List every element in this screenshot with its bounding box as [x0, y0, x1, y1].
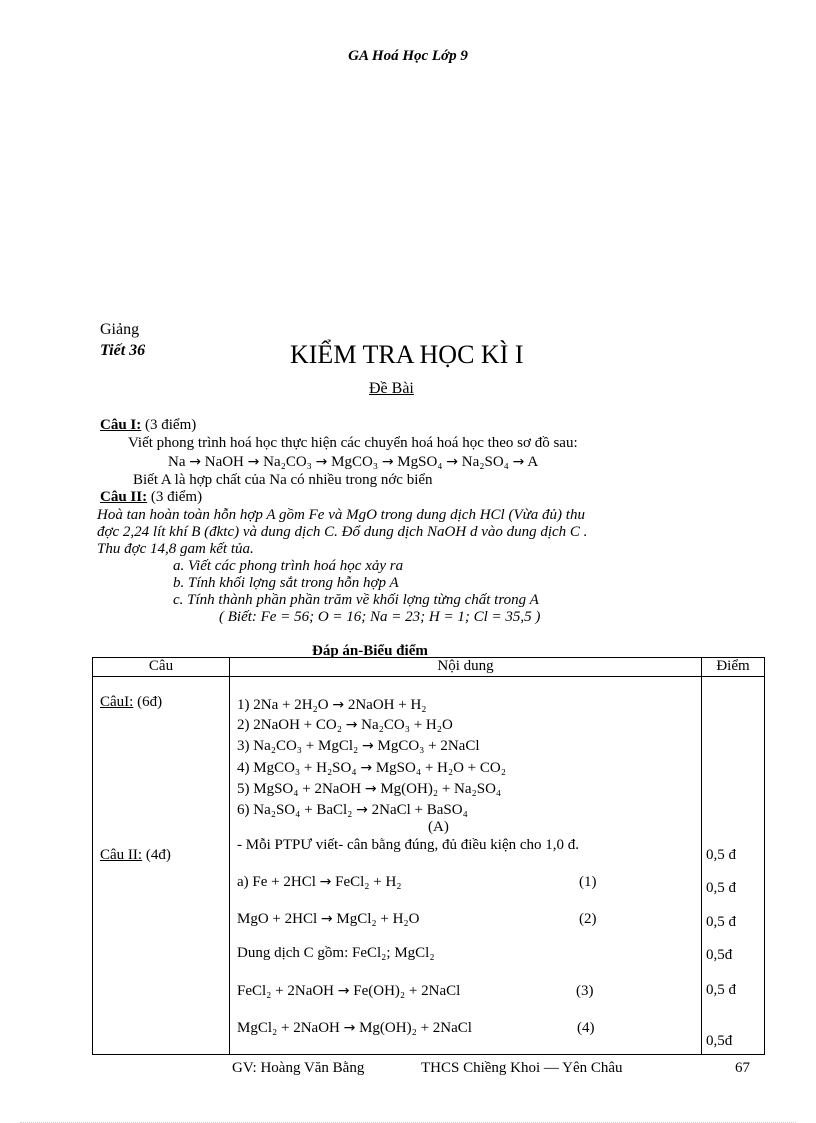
- giang-label: Giảng: [100, 321, 140, 338]
- footer-school: THCS Chiềng Khoi — Yên Châu: [421, 1060, 623, 1076]
- question2-line2: đợc 2,24 lít khí B (đktc) và dung dịch C. Đổ dung dịch NaOH d vào dung dịch C .: [97, 524, 588, 540]
- lesson-number: Tiết 36: [100, 342, 146, 359]
- equation-2: [237, 717, 453, 734]
- chain-arrow-3: →: [315, 454, 328, 470]
- col-header-diem: Điểm: [702, 658, 765, 677]
- reaction-4: [237, 1020, 472, 1037]
- cau1-label: CâuI:: [100, 694, 134, 710]
- col-header-cau: Câu: [93, 658, 230, 677]
- cau2-cell: [100, 847, 171, 864]
- chain-species-7: A: [527, 454, 539, 470]
- equation-1-lhs: 2Na + 2H₂O: [253, 697, 329, 713]
- solution-c-text: Dung dịch C gồm: FeCl₂; MgCl₂: [237, 945, 435, 961]
- equation-3: [237, 738, 480, 755]
- equation-6-arrow: →: [356, 802, 368, 818]
- equation-1: [237, 697, 427, 714]
- cau2-label: Câu II:: [100, 847, 143, 863]
- chain-species-2: NaOH: [204, 454, 244, 470]
- reaction-4-number: (4): [577, 1020, 595, 1036]
- reaction-3: [237, 983, 460, 1000]
- chain-arrow-2: →: [247, 454, 260, 470]
- points-4: 0,5đ: [706, 947, 733, 963]
- reaction-1-lhs: a) Fe + 2HCl: [237, 874, 316, 890]
- question2-part-b: b. Tính khối lợng sắt trong hỗn hợp A: [173, 575, 399, 591]
- points-1: 0,5 đ: [706, 847, 736, 863]
- chain-arrow-4: →: [381, 454, 394, 470]
- question1-line3: Biết A là hợp chất của Na có nhiều trong nớc biển: [133, 472, 433, 488]
- equation-3-arrow: →: [362, 738, 374, 754]
- question1-chain: [168, 454, 538, 471]
- reaction-4-arrow: →: [343, 1020, 356, 1036]
- reaction-3-number: (3): [576, 983, 594, 999]
- footer-teacher: GV: Hoàng Văn Bằng: [232, 1060, 365, 1076]
- equation-4: [237, 760, 506, 777]
- cau-column: [93, 677, 230, 1055]
- equation-4-number: 4): [237, 760, 250, 776]
- equation-5-number: 5): [237, 781, 250, 797]
- chain-species-1: Na: [168, 454, 186, 470]
- question1-line1: Viết phong trình hoá học thực hiện các chuyển hoá hoá học theo sơ đồ sau:: [128, 435, 578, 451]
- equation-5: [237, 781, 501, 798]
- question2-label: Câu II:: [100, 489, 148, 505]
- equation-5-arrow: →: [364, 781, 377, 797]
- chain-species-5: MgSO₄: [397, 454, 443, 470]
- chain-species-6: Na₂SO₄: [461, 454, 509, 470]
- question1-heading: [100, 417, 196, 434]
- equation-4-lhs: MgCO₃ + H₂SO₄: [253, 760, 357, 776]
- reaction-4-lhs: MgCl₂ + 2NaOH: [237, 1020, 340, 1036]
- reaction-2-arrow: →: [320, 911, 333, 927]
- equation-3-rhs: MgCO₃ + 2NaCl: [377, 738, 480, 754]
- reaction-2-number: (2): [579, 911, 597, 927]
- chain-arrow-1: →: [189, 454, 201, 470]
- equation-6-lhs: Na₂SO₄ + BaCl₂: [253, 802, 353, 818]
- equation-2-number: 2): [237, 717, 250, 733]
- question1-label: Câu I:: [100, 417, 142, 433]
- equation-6: [237, 802, 468, 819]
- points-6: 0,5đ: [706, 1033, 733, 1049]
- question2-line1: Hoà tan hoàn toàn hỗn hợp A gồm Fe và MgO trong dung dịch HCl (Vừa đủ) thu: [97, 507, 585, 523]
- equation-1-number: 1): [237, 697, 250, 713]
- chain-species-3: Na₂CO₃: [263, 454, 312, 470]
- reaction-3-arrow: →: [337, 983, 350, 999]
- equation-6-number: 6): [237, 802, 250, 818]
- equation-3-lhs: Na₂CO₃ + MgCl₂: [253, 738, 359, 754]
- points-2: 0,5 đ: [706, 880, 736, 896]
- page-number: 67: [735, 1060, 750, 1076]
- reaction-1-arrow: →: [319, 874, 332, 890]
- reaction-3-lhs: FeCl₂ + 2NaOH: [237, 983, 335, 999]
- equation-2-rhs: Na₂CO₃ + H₂O: [361, 717, 453, 733]
- reaction-2: [237, 911, 419, 928]
- reaction-1: [237, 874, 402, 891]
- equation-4-arrow: →: [360, 760, 373, 776]
- chain-arrow-5: →: [446, 454, 459, 470]
- page-title: KIỂM TRA HỌC KÌ I: [290, 340, 524, 369]
- page-subtitle: Đề Bài: [369, 380, 414, 397]
- question2-heading: [100, 489, 202, 506]
- answers-title: Đáp án-Biểu điểm: [312, 643, 428, 659]
- reaction-2-lhs: MgO + 2HCl: [237, 911, 318, 927]
- question2-given: ( Biết: Fe = 56; O = 16; Na = 23; H = 1; Cl = 35,5 ): [219, 609, 541, 625]
- equation-5-rhs: Mg(OH)₂ + Na₂SO₄: [380, 781, 502, 797]
- cau1-points: (6đ): [133, 694, 163, 710]
- cau1-cell: [100, 694, 162, 711]
- equation-2-arrow: →: [345, 717, 358, 733]
- points-5: 0,5 đ: [706, 982, 736, 998]
- chain-species-4: MgCO₃: [331, 454, 379, 470]
- reaction-3-rhs: Fe(OH)₂ + 2NaCl: [353, 983, 461, 999]
- question2-line3: Thu đợc 14,8 gam kết tủa.: [97, 541, 254, 557]
- question2-part-c: c. Tính thành phần phần trăm về khối lợng từng chất trong A: [173, 592, 539, 608]
- col-header-noidung: Nội dung: [230, 658, 702, 677]
- equation-2-lhs: 2NaOH + CO₂: [253, 717, 342, 733]
- scoring-note: - Mỗi PTPƯ viết- cân bằng đúng, đủ điều kiện cho 1,0 đ.: [237, 837, 580, 853]
- points-3: 0,5 đ: [706, 914, 736, 930]
- reaction-1-rhs: FeCl₂ + H₂: [335, 874, 402, 890]
- reaction-2-rhs: MgCl₂ + H₂O: [336, 911, 420, 927]
- chain-arrow-6: →: [512, 454, 525, 470]
- question2-points: (3 điểm): [147, 489, 203, 505]
- equation-1-arrow: →: [332, 697, 345, 713]
- cau2-points: (4đ): [142, 847, 171, 863]
- equation-6-precipitate-label: (A): [428, 819, 449, 835]
- reaction-1-number: (1): [579, 874, 597, 890]
- question2-part-a: a. Viết các phong trình hoá học xảy ra: [173, 558, 404, 574]
- equation-4-rhs: MgSO₄ + H₂O + CO₂: [375, 760, 506, 776]
- reaction-4-rhs: Mg(OH)₂ + 2NaCl: [359, 1020, 472, 1036]
- equation-3-number: 3): [237, 738, 250, 754]
- equation-1-rhs: 2NaOH + H₂: [347, 697, 427, 713]
- page-header: GA Hoá Học Lớp 9: [348, 48, 468, 64]
- question1-points: (3 điểm): [141, 417, 197, 433]
- equation-5-lhs: MgSO₄ + 2NaOH: [253, 781, 362, 797]
- equation-6-rhs: 2NaCl + BaSO₄: [371, 802, 468, 818]
